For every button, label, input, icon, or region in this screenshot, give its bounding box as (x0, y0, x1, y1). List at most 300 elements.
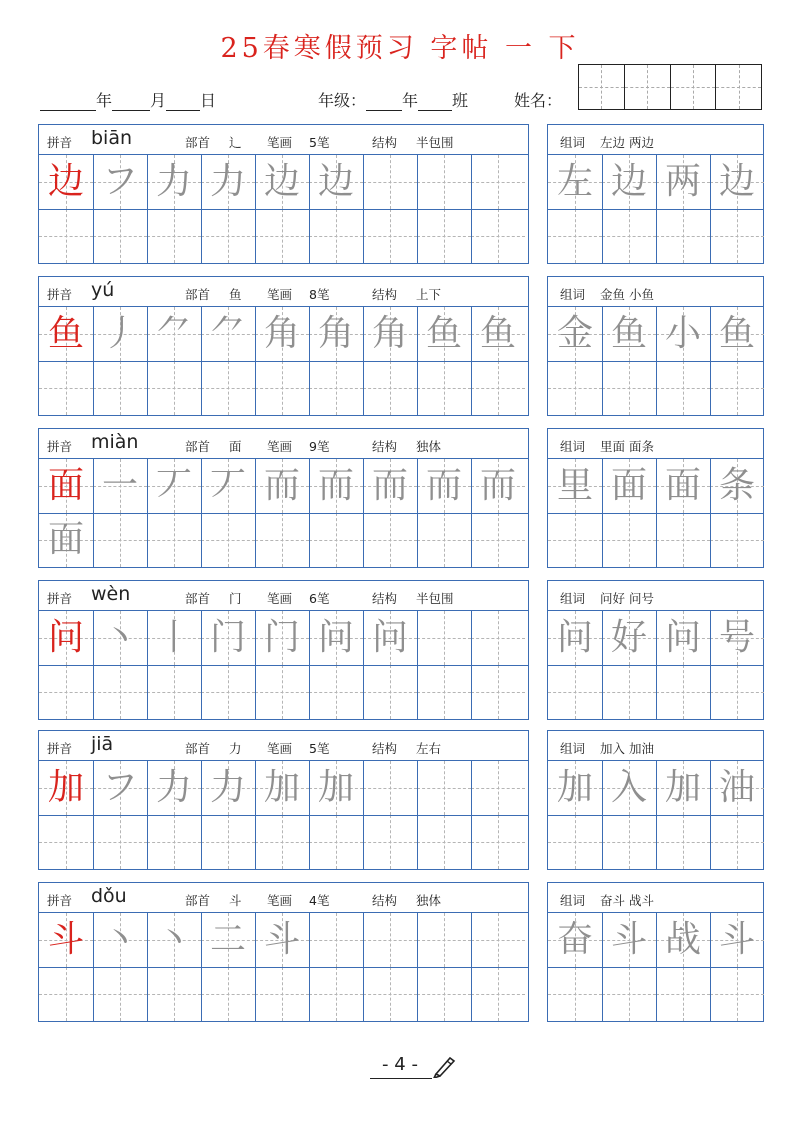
grid-cell[interactable] (147, 815, 201, 869)
grid-cell[interactable] (93, 307, 147, 361)
structure-value: 上下 (416, 287, 442, 302)
grid-cell[interactable] (471, 307, 525, 361)
radical-label: 部首 (185, 135, 211, 150)
grid-cell[interactable] (309, 761, 363, 815)
stroke-step-char: 鱼 (479, 313, 516, 354)
grid-cell[interactable] (710, 761, 764, 815)
month-label: 月 (150, 91, 167, 110)
grid-cell[interactable] (602, 209, 656, 263)
footer-line (370, 1078, 432, 1079)
grid-cell[interactable] (710, 913, 764, 967)
grid-cell[interactable] (363, 459, 417, 513)
grid-cell[interactable] (363, 513, 417, 567)
day-label: 日 (200, 91, 217, 110)
words-panel (547, 580, 764, 720)
grid-cell[interactable] (39, 665, 93, 719)
grid-cell[interactable] (39, 459, 93, 513)
stroke-step-char: 加 (317, 767, 354, 808)
word-char: 鱼 (718, 313, 755, 354)
structure-value: 半包围 (416, 135, 454, 150)
words-panel (547, 428, 764, 568)
grid-cell[interactable] (147, 513, 201, 567)
grid-cell[interactable] (39, 815, 93, 869)
grid-cell[interactable] (147, 459, 201, 513)
grid-cell[interactable] (471, 967, 525, 1021)
model-char: 鱼 (47, 313, 84, 354)
grid-cell[interactable] (471, 209, 525, 263)
stroke-step-char: 力 (209, 767, 246, 808)
grid-cell[interactable] (255, 307, 309, 361)
grid-cell[interactable] (417, 459, 471, 513)
grid-cell[interactable] (471, 513, 525, 567)
words-header (548, 883, 763, 913)
grid-cell[interactable] (363, 155, 417, 209)
grid-cell[interactable] (39, 611, 93, 665)
word-char: 斗 (718, 919, 755, 960)
grid-divider (39, 665, 528, 666)
grid-cell[interactable] (656, 513, 710, 567)
char-header (39, 429, 528, 459)
stroke-step-char: 边 (263, 161, 300, 202)
char-block (38, 276, 764, 416)
grid-cell[interactable] (363, 967, 417, 1021)
word-char: 好 (610, 617, 647, 658)
date-field[interactable] (40, 88, 216, 111)
grid-divider (39, 513, 528, 514)
grid-cell[interactable] (363, 209, 417, 263)
grid-cell[interactable] (417, 815, 471, 869)
grid-cell[interactable] (471, 761, 525, 815)
grid-divider (39, 967, 528, 968)
stroke-step-char: 边 (317, 161, 354, 202)
grid-cell[interactable] (548, 209, 602, 263)
grid-cell[interactable] (656, 967, 710, 1021)
grid-cell[interactable] (548, 913, 602, 967)
word-char: 战 (664, 919, 701, 960)
grid-cell[interactable] (656, 665, 710, 719)
grid-cell[interactable] (255, 513, 309, 567)
grid-cell[interactable] (602, 513, 656, 567)
word-char: 左 (556, 161, 593, 202)
grid-cell[interactable] (363, 361, 417, 415)
grid-cell[interactable] (710, 513, 764, 567)
grid-cell[interactable] (602, 665, 656, 719)
grid-cell[interactable] (309, 361, 363, 415)
word-char: 金 (556, 313, 593, 354)
grid-cell[interactable] (602, 307, 656, 361)
grid-divider (548, 209, 763, 210)
grid-cell[interactable] (201, 761, 255, 815)
grid-cell[interactable] (471, 913, 525, 967)
grid-cell[interactable] (255, 815, 309, 869)
grid-cell[interactable] (471, 665, 525, 719)
grid-divider (39, 209, 528, 210)
word-char: 边 (610, 161, 647, 202)
grid-cell[interactable] (548, 361, 602, 415)
grid-cell[interactable] (548, 665, 602, 719)
grid-cell[interactable] (363, 815, 417, 869)
grid-cell[interactable] (255, 459, 309, 513)
word-char: 条 (718, 465, 755, 506)
grid-cell[interactable] (710, 815, 764, 869)
grid-divider (548, 665, 763, 666)
grid-cell[interactable] (710, 459, 764, 513)
structure-label: 结构 (372, 439, 398, 454)
model-char: 加 (47, 767, 84, 808)
grid-cell[interactable] (255, 209, 309, 263)
grid-cell[interactable] (147, 209, 201, 263)
grid-cell[interactable] (417, 913, 471, 967)
words-value: 奋斗 战斗 (600, 893, 654, 908)
grid-cell[interactable] (548, 611, 602, 665)
name-cell[interactable] (625, 65, 671, 109)
info-row (40, 88, 580, 114)
name-cell[interactable] (579, 65, 625, 109)
word-char: 鱼 (610, 313, 647, 354)
pinyin-value: dǒu (91, 885, 127, 907)
grid-cell[interactable] (93, 967, 147, 1021)
grid-cell[interactable] (309, 155, 363, 209)
grid-cell[interactable] (602, 361, 656, 415)
structure-value: 半包围 (416, 591, 454, 606)
page-title: 25春寒假预习 字帖 一 下 (220, 33, 580, 64)
grid-cell[interactable] (548, 761, 602, 815)
grid-cell[interactable] (255, 155, 309, 209)
grid-cell[interactable] (363, 611, 417, 665)
grade-year-label: 年 (402, 91, 419, 110)
words-header (548, 731, 763, 761)
grid-cell[interactable] (201, 307, 255, 361)
grid-cell[interactable] (255, 611, 309, 665)
words-grid (548, 155, 763, 263)
grid-cell[interactable] (201, 611, 255, 665)
grid-cell[interactable] (39, 307, 93, 361)
grid-cell[interactable] (656, 361, 710, 415)
grid-cell[interactable] (710, 307, 764, 361)
radical-label: 部首 (185, 741, 211, 756)
grid-cell[interactable] (147, 611, 201, 665)
words-label: 组词 (560, 287, 586, 302)
stroke-step-char: 门 (209, 617, 246, 658)
word-char: 面 (610, 465, 647, 506)
grid-cell[interactable] (471, 155, 525, 209)
grid-cell[interactable] (602, 967, 656, 1021)
words-panel (547, 276, 764, 416)
grid-cell[interactable] (255, 761, 309, 815)
radical-value: 门 (229, 591, 242, 606)
grid-cell[interactable] (201, 967, 255, 1021)
model-char: 边 (47, 161, 84, 202)
pinyin-label: 拼音 (47, 591, 73, 606)
radical-value: 力 (229, 741, 242, 756)
grid-cell[interactable] (471, 611, 525, 665)
grid-cell[interactable] (309, 967, 363, 1021)
grid-cell[interactable] (93, 155, 147, 209)
strokes-value: 9笔 (309, 439, 330, 454)
writing-grid (39, 155, 528, 263)
pinyin-value: miàn (91, 431, 139, 453)
grid-divider (548, 361, 763, 362)
grid-cell[interactable] (309, 513, 363, 567)
words-panel (547, 124, 764, 264)
grid-cell[interactable] (417, 209, 471, 263)
stroke-step-char: 丶 (101, 617, 138, 658)
grid-cell[interactable] (471, 815, 525, 869)
words-grid (548, 307, 763, 415)
stroke-panel (38, 276, 529, 416)
writing-grid (39, 761, 528, 869)
grid-cell[interactable] (548, 815, 602, 869)
grid-cell[interactable] (710, 361, 764, 415)
radical-label: 部首 (185, 439, 211, 454)
strokes-value: 5笔 (309, 135, 330, 150)
grid-cell[interactable] (93, 611, 147, 665)
stroke-step-char: 而 (425, 465, 462, 506)
grid-cell[interactable] (39, 209, 93, 263)
grid-cell[interactable] (93, 209, 147, 263)
grid-cell[interactable] (255, 967, 309, 1021)
grid-cell[interactable] (147, 967, 201, 1021)
grid-cell[interactable] (147, 913, 201, 967)
char-header (39, 731, 528, 761)
strokes-value: 8笔 (309, 287, 330, 302)
grid-cell[interactable] (363, 913, 417, 967)
grid-cell[interactable] (39, 155, 93, 209)
stroke-step-char: 二 (209, 919, 246, 960)
grid-cell[interactable] (309, 913, 363, 967)
stroke-step-char: 鱼 (425, 313, 462, 354)
grid-cell[interactable] (147, 361, 201, 415)
grade-field[interactable] (318, 88, 468, 111)
model-char: 问 (47, 617, 84, 658)
stroke-step-char: 力 (209, 161, 246, 202)
grid-cell[interactable] (710, 611, 764, 665)
words-header (548, 581, 763, 611)
char-header (39, 581, 528, 611)
pinyin-value: biān (91, 127, 133, 149)
radical-value: 鱼 (229, 287, 242, 302)
word-char: 里 (556, 465, 593, 506)
stroke-step-char: 斗 (263, 919, 300, 960)
words-label: 组词 (560, 741, 586, 756)
page-number: - 4 - (382, 1054, 418, 1075)
char-block (38, 428, 764, 568)
grade-label: 年级： (318, 91, 367, 110)
words-panel (547, 882, 764, 1022)
footer (370, 1052, 460, 1082)
grid-cell[interactable] (656, 761, 710, 815)
stroke-step-char: 丿 (101, 313, 138, 354)
grid-cell[interactable] (548, 459, 602, 513)
char-block (38, 124, 764, 264)
grid-cell[interactable] (309, 209, 363, 263)
stroke-step-char: 而 (479, 465, 516, 506)
grid-cell[interactable] (39, 361, 93, 415)
grid-cell[interactable] (417, 361, 471, 415)
grid-cell[interactable] (255, 913, 309, 967)
radical-value: 面 (229, 439, 242, 454)
grid-cell[interactable] (93, 513, 147, 567)
grid-cell[interactable] (656, 459, 710, 513)
grid-cell[interactable] (417, 611, 471, 665)
strokes-value: 6笔 (309, 591, 330, 606)
grid-cell[interactable] (656, 913, 710, 967)
char-block (38, 580, 764, 720)
grid-cell[interactable] (255, 361, 309, 415)
grid-cell[interactable] (93, 361, 147, 415)
name-cell[interactable] (716, 65, 761, 109)
grid-cell[interactable] (417, 967, 471, 1021)
stroke-panel (38, 428, 529, 568)
grid-cell[interactable] (602, 815, 656, 869)
stroke-step-char: 角 (263, 313, 300, 354)
grid-cell[interactable] (471, 459, 525, 513)
grid-cell[interactable] (602, 913, 656, 967)
grid-cell[interactable] (201, 913, 255, 967)
radical-label: 部首 (185, 287, 211, 302)
stroke-step-char: 而 (263, 465, 300, 506)
grid-divider (548, 513, 763, 514)
structure-label: 结构 (372, 741, 398, 756)
grid-cell[interactable] (93, 761, 147, 815)
grid-cell[interactable] (363, 665, 417, 719)
stroke-step-char: 门 (263, 617, 300, 658)
grid-cell[interactable] (548, 967, 602, 1021)
stroke-step-char: 面 (47, 519, 84, 560)
word-char: 加 (556, 767, 593, 808)
stroke-step-char: 力 (155, 767, 192, 808)
grid-cell[interactable] (656, 611, 710, 665)
grid-cell[interactable] (93, 913, 147, 967)
grid-cell[interactable] (201, 155, 255, 209)
grid-cell[interactable] (39, 967, 93, 1021)
strokes-label: 笔画 (267, 135, 293, 150)
words-value: 加入 加油 (600, 741, 654, 756)
stroke-step-char: 角 (371, 313, 408, 354)
grid-cell[interactable] (147, 761, 201, 815)
pinyin-label: 拼音 (47, 287, 73, 302)
year-label: 年 (96, 91, 113, 110)
grid-cell[interactable] (417, 307, 471, 361)
grid-cell[interactable] (710, 209, 764, 263)
stroke-panel (38, 124, 529, 264)
grid-cell[interactable] (201, 815, 255, 869)
words-grid (548, 459, 763, 567)
grid-cell[interactable] (471, 361, 525, 415)
grid-divider (39, 361, 528, 362)
grid-cell[interactable] (255, 665, 309, 719)
grid-cell[interactable] (93, 459, 147, 513)
grid-cell[interactable] (309, 459, 363, 513)
grid-cell[interactable] (93, 815, 147, 869)
grid-cell[interactable] (363, 307, 417, 361)
words-label: 组词 (560, 439, 586, 454)
words-value: 金鱼 小鱼 (600, 287, 654, 302)
words-header (548, 277, 763, 307)
word-char: 问 (664, 617, 701, 658)
stroke-step-char: 一 (101, 465, 138, 506)
radical-value: 辶 (229, 135, 242, 150)
grid-cell[interactable] (656, 307, 710, 361)
grid-cell[interactable] (602, 459, 656, 513)
grid-cell[interactable] (309, 815, 363, 869)
pinyin-label: 拼音 (47, 893, 73, 908)
grid-cell[interactable] (656, 209, 710, 263)
grid-cell[interactable] (656, 155, 710, 209)
grid-cell[interactable] (39, 513, 93, 567)
grid-cell[interactable] (656, 815, 710, 869)
grid-cell[interactable] (39, 913, 93, 967)
grid-cell[interactable] (417, 761, 471, 815)
strokes-label: 笔画 (267, 439, 293, 454)
stroke-step-char: 而 (317, 465, 354, 506)
grid-cell[interactable] (147, 665, 201, 719)
grid-cell[interactable] (548, 513, 602, 567)
grid-cell[interactable] (201, 209, 255, 263)
grid-divider (548, 967, 763, 968)
words-panel (547, 730, 764, 870)
name-cell[interactable] (671, 65, 717, 109)
grid-cell[interactable] (363, 761, 417, 815)
grid-cell[interactable] (147, 307, 201, 361)
stroke-step-char: 问 (317, 617, 354, 658)
words-grid (548, 611, 763, 719)
grid-cell[interactable] (417, 513, 471, 567)
writing-grid (39, 913, 528, 1021)
grid-cell[interactable] (309, 611, 363, 665)
writing-grid (39, 459, 528, 567)
word-char: 两 (664, 161, 701, 202)
grid-cell[interactable] (602, 761, 656, 815)
grid-cell[interactable] (710, 155, 764, 209)
structure-value: 独体 (416, 439, 442, 454)
grid-cell[interactable] (201, 513, 255, 567)
stroke-step-char: 丶 (101, 919, 138, 960)
grid-cell[interactable] (201, 459, 255, 513)
grid-cell[interactable] (417, 155, 471, 209)
grid-cell[interactable] (602, 155, 656, 209)
grid-cell[interactable] (548, 307, 602, 361)
grid-cell[interactable] (548, 155, 602, 209)
grid-cell[interactable] (309, 307, 363, 361)
grid-cell[interactable] (710, 665, 764, 719)
strokes-value: 4笔 (309, 893, 330, 908)
strokes-label: 笔画 (267, 591, 293, 606)
grid-cell[interactable] (39, 761, 93, 815)
grid-cell[interactable] (602, 611, 656, 665)
words-value: 左边 两边 (600, 135, 654, 150)
stroke-step-char: 角 (317, 313, 354, 354)
stroke-step-char: ⺈ (209, 313, 246, 354)
model-char: 面 (47, 465, 84, 506)
words-value: 问好 问号 (600, 591, 654, 606)
grid-divider (39, 815, 528, 816)
grid-cell[interactable] (93, 665, 147, 719)
grid-cell[interactable] (309, 665, 363, 719)
grid-cell[interactable] (147, 155, 201, 209)
name-grid[interactable] (578, 64, 762, 110)
grid-cell[interactable] (710, 967, 764, 1021)
stroke-step-char: フ (101, 161, 138, 202)
pinyin-label: 拼音 (47, 741, 73, 756)
strokes-label: 笔画 (267, 893, 293, 908)
grid-cell[interactable] (201, 361, 255, 415)
structure-value: 左右 (416, 741, 442, 756)
grid-cell[interactable] (417, 665, 471, 719)
radical-label: 部首 (185, 591, 211, 606)
pinyin-value: yú (91, 279, 115, 301)
grid-cell[interactable] (201, 665, 255, 719)
